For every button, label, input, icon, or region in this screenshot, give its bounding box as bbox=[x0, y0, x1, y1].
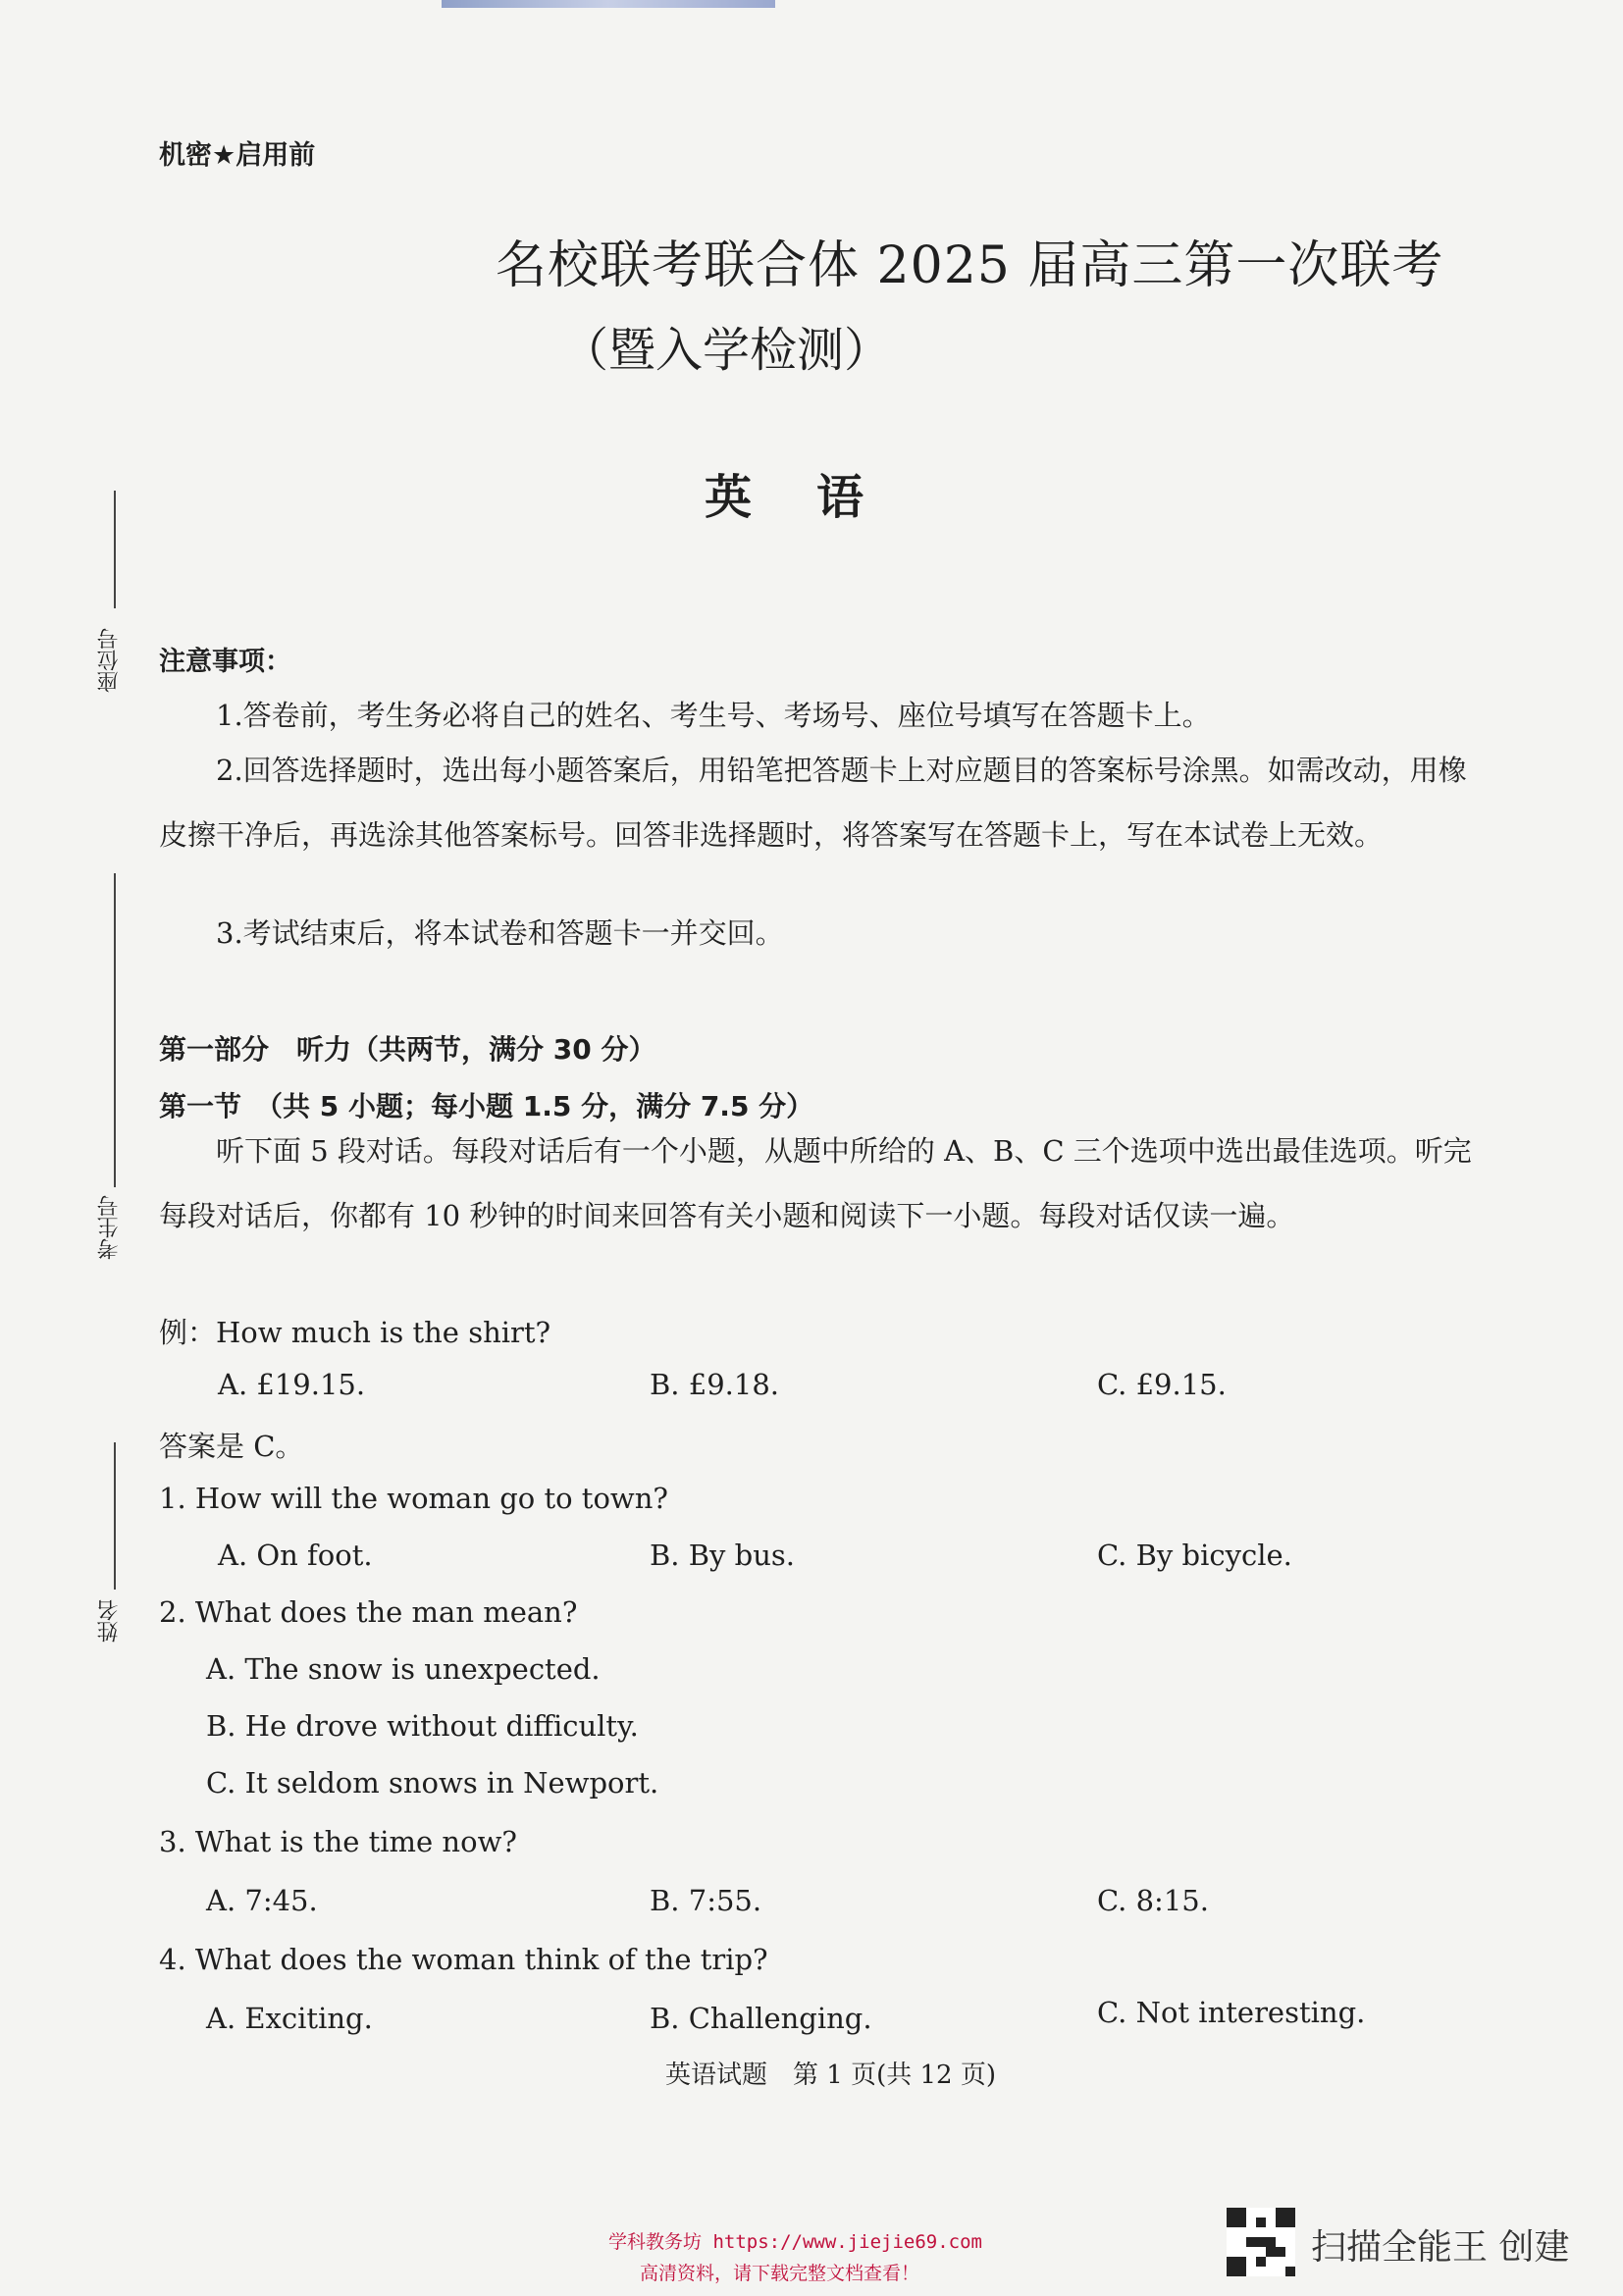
listening-instructions: 听下面 5 段对话。每段对话后有一个小题，从题中所给的 A、B、C 三个选项中选出最佳选项。听完每段对话后，你都有 10 秒钟的时间来回答有关小题和阅读下一小题。每段对话仅读一遍。 bbox=[159, 1134, 1472, 1232]
page-footer: 英语试题 第 1 页(共 12 页) bbox=[665, 2061, 996, 2090]
q4-option-a: A. Exciting. bbox=[206, 2002, 373, 2035]
binding-line bbox=[114, 491, 116, 608]
q1-option-a: A. On foot. bbox=[218, 1539, 373, 1572]
question-2: 2. What does the man mean? bbox=[159, 1595, 578, 1629]
qr-code-icon bbox=[1227, 2208, 1295, 2276]
example-option-a: A. £19.15. bbox=[218, 1368, 366, 1401]
q4-option-b: B. Challenging. bbox=[650, 2002, 872, 2035]
question-3: 3. What is the time now? bbox=[159, 1825, 517, 1858]
name-label: 姓名 bbox=[97, 1599, 122, 1643]
section-heading-text: 第一节 （共 5 小题；每小题 1.5 分，满分 7.5 分） bbox=[159, 1090, 814, 1122]
exam-number-label: 考生号 bbox=[97, 1195, 122, 1260]
scan-edge-artifact bbox=[442, 0, 775, 8]
q3-option-c: C. 8:15. bbox=[1097, 1884, 1209, 1917]
notice-item-1: 1.答卷前，考生务必将自己的姓名、考生号、考场号、座位号填写在答题卡上。 bbox=[216, 699, 1211, 732]
part-heading bbox=[159, 1028, 655, 1068]
example-option-c: C. £9.15. bbox=[1097, 1368, 1227, 1401]
watermark-url: 学科教务坊 https://www.jiejie69.com bbox=[608, 2231, 982, 2253]
notice-heading: 注意事项： bbox=[159, 647, 291, 677]
q1-option-c: C. By bicycle. bbox=[1097, 1539, 1292, 1572]
q2-option-b: B. He drove without difficulty. bbox=[206, 1709, 639, 1743]
binding-line bbox=[114, 873, 116, 1187]
seat-label: 座位号 bbox=[97, 628, 122, 693]
question-1: 1. How will the woman go to town? bbox=[159, 1482, 668, 1515]
exam-subtitle: （暨入学检测） bbox=[561, 323, 892, 378]
part-heading-text: 第一部分 听力（共两节，满分 30 分） bbox=[159, 1033, 656, 1066]
q2-option-c: C. It seldom snows in Newport. bbox=[206, 1766, 659, 1800]
q4-option-c: C. Not interesting. bbox=[1097, 1996, 1366, 2029]
q2-option-a: A. The snow is unexpected. bbox=[206, 1652, 601, 1686]
question-4: 4. What does the woman think of the trip? bbox=[159, 1943, 768, 1976]
confidential-mark: 机密★启用前 bbox=[159, 140, 316, 171]
example-option-b: B. £9.18. bbox=[650, 1368, 779, 1401]
q3-option-b: B. 7:55. bbox=[650, 1884, 762, 1917]
binding-line bbox=[114, 1442, 116, 1590]
example-answer: 答案是 C。 bbox=[159, 1430, 304, 1463]
notice-item-3: 3.考试结束后，将本试卷和答题卡一并交回。 bbox=[216, 916, 784, 950]
q3-option-a: A. 7:45. bbox=[206, 1884, 318, 1917]
exam-title: 名校联考联合体 2025 届高三第一次联考 bbox=[496, 236, 1444, 295]
example-question: 例：How much is the shirt? bbox=[159, 1316, 551, 1349]
q1-option-b: B. By bus. bbox=[650, 1539, 796, 1572]
scanner-credit: 扫描全能王 创建 bbox=[1311, 2227, 1570, 2268]
watermark-note: 高清资料，请下载完整文档查看！ bbox=[640, 2263, 920, 2284]
subject-title: 英语 bbox=[705, 470, 929, 525]
notice-item-2: 2.回答选择题时，选出每小题答案后，用铅笔把答题卡上对应题目的答案标号涂黑。如需改动，用橡皮擦干净后，再选涂其他答案标号。回答非选择题时，将答案写在答题卡上，写在本试卷上无效。 bbox=[159, 754, 1467, 852]
